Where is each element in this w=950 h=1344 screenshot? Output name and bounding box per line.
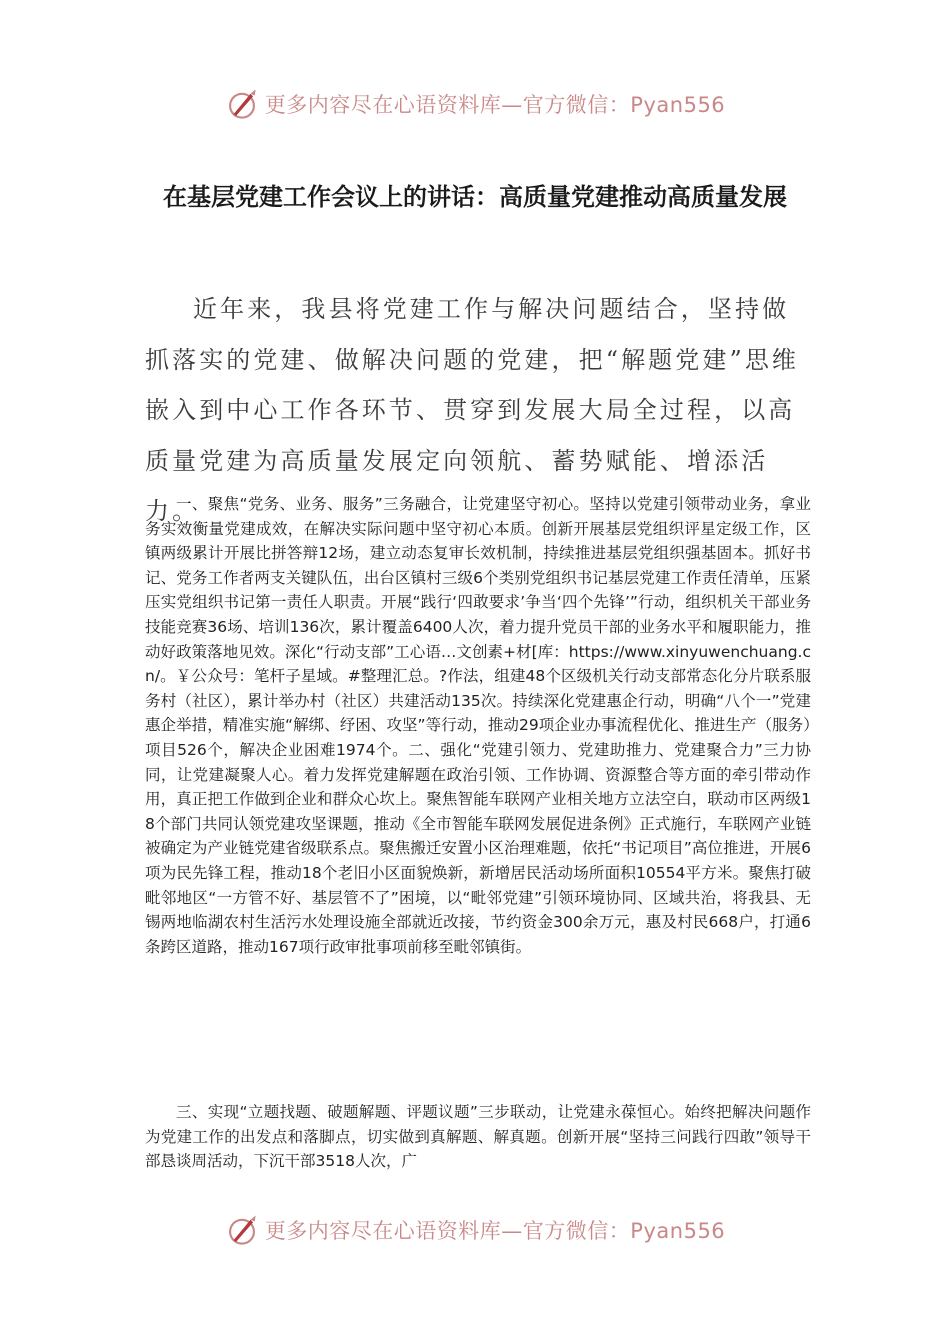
body-paragraph: 一、聚焦“党务、业务、服务”三务融合，让党建坚守初心。坚持以党建引领带动业务，拿业务实效衡量党建成效，在解决实际问题中坚守初心本质。创新开展基层党组织评星定级工作，区镇两级累计开展比拼答辩12场，建立动态复审长效机制，持续推进基层党组织强基固本。抓好书记、党务工作者两支关键队伍，出台区镇村三级6个类别党组织书记基层党建工作责任清单，压紧压实党组织书记第一责任人职责。开展“践行‘四敢要求’争当‘四个先锋’”行动，组织机关干部业务技能竞赛36场、培训136次，累计覆盖6400人次，着力提升党员干部的业务水平和履职能力，推动好政策落地见效。深化“行动支部”工心语…文创素+材[库：https://www.xinyuwenchuang.cn/。￥公众号：笔杆子星域。#整理汇总。?作法，组建48个区级机关行动支部常态化分片联系服务村（社区），累计举办村（社区）共建活动135次。持续深化党建惠企行动，明确“八个一”党建惠企举措，精准实施“解绑、纾困、攻坚”等行动，推动29项企业办事流程优化、推进生产（服务）项目526个，解决企业困难1974个。二、强化“党建引领力、党建助推力、党建聚合力”三力协同，让党建凝聚人心。着力发挥党建解题在政治引领、工作协调、资源整合等方面的牵引带动作用，真正把工作做到企业和群众心坎上。聚焦智能车联网产业相关地方立法空白，联动市区两级18个部门共同认领党建攻坚课题，推动《全市智能车联网发展促进条例》正式施行，车联网产业链被确定为产业链党建省级联系点。聚焦搬迁安置小区治理难题，依托“书记项目”高位推进，开展6项为民先锋工程，推动18个老旧小区面貌焕新，新增居民活动场所面积10554平方米。聚焦打破毗邻地区“一方管不好、基层管不了”困境，以“毗邻党建”引领环境协同、区域共治，将我县、无锡两地临湖农村生活污水处理设施全部就近改接，节约资金300余万元，惠及村民668户，打通6条跨区道路，推动167项行政审批事项前移至毗邻镇街。 xyxy=(145,495,811,956)
intro-paragraph: 近年来，我县将党建工作与解决问题结合，坚持做抓落实的党建、做解决问题的党建，把“解题党建”思维嵌入到中心工作各环节、贯穿到发展大局全过程，以高质量党建为高质量发展定向领航、蓄势赋能、增添活力。 xyxy=(145,295,800,525)
body-paragraph: 三、实现“立题找题、破题解题、评题议题”三步联动，让党建永葆恒心。始终把解决问题作为党建工作的出发点和落脚点，切实做到真解题、解真题。创新开展“坚持三问践行四敢”领导干部恳谈周活动，下沉干部3518人次，广 xyxy=(145,1103,811,1171)
banner-text: 更多内容尽在心语资料库—官方微信：Pyan556 xyxy=(264,1219,726,1243)
quill-pen-logo-icon xyxy=(225,87,259,121)
banner-text: 更多内容尽在心语资料库—官方微信：Pyan556 xyxy=(264,93,726,117)
footer-banner xyxy=(0,1206,950,1254)
quill-pen-logo-icon xyxy=(225,1213,259,1247)
page-title: 在基层党建工作会议上的讲话：高质量党建推动高质量发展 xyxy=(163,183,787,211)
header-banner xyxy=(0,80,950,128)
